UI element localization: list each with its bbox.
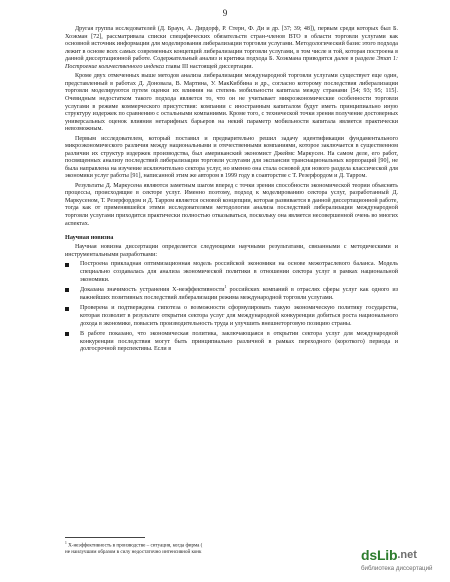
page-number: 9 (222, 8, 228, 18)
list-item-text (80, 284, 398, 301)
section-heading: Научная новизна (65, 234, 114, 242)
bullet-square-icon (65, 332, 69, 336)
paragraph-4: Результаты Д. Маркусена являются заметным шагом вперед с точки зрения способности экономической теории объяснять процессы, происходящие в секторе услуг. Именно поэтому, подход к моделированию сектора услуг, разработанный Д. Маркусеном, Т. Резерфордом и Д. Тарром является основой концепции, которая развивается в данной диссертационной работе, тогда как от применявшейся этими исследователями методологии анализа последствий либерализации международной торговли услугами приходится практически полностью отказываться, поскольку она является несовершенной очень во многих аспектах. (65, 182, 398, 227)
paragraph-1-italic: Этап 1: Построение количественного индекса (65, 56, 398, 70)
footnote-marker: 1 (65, 541, 67, 545)
watermark-logo (361, 546, 443, 564)
paragraph-3: Первым исследователем, который поставил и предварительно решил задачу идентификации фундаментального микроэкономического различия между национальными и отечественными компаниями, которое заключается в существенном различии их структур издержек производства, был американский экономист Джеймс Маркусен. На самом деле, его работ, посвященных анализу последствий либерализации торговли услугами для экспансии транснациональных корпораций [90], не была направлена на изучение исключительно сектора услуг, но именно она стала основой для нового раздела классической для экономики услуг работы [91], написанной этим же автором в 1999 году в соавторстве с Т. Резерфордом и Д. Тарром. (65, 135, 398, 180)
footnote-reference[interactable]: 1 (224, 284, 227, 290)
list-item-text-start: Доказана значимость устранения X-неэффективности (80, 287, 225, 294)
bullet-square-icon (65, 288, 69, 292)
paragraph-1 (65, 26, 398, 72)
bullet-square-icon (65, 307, 69, 311)
paragraph-1-tail: главы III настоящей диссертации. (165, 63, 254, 70)
section-intro: Научная новизна диссертации определяется следующими научными результатами, связанными с методическими и инструментальными разработками: (65, 244, 398, 258)
dslib-watermark[interactable] (361, 546, 443, 576)
watermark-brand: dsLib (361, 547, 398, 563)
list-item-text: В работе показано, что экономическая политика, заключающаяся в открытии сектора услуг для международной конкуренции последствия могут быть принципиально различной в рамках переходного (короткого) периода и долгосрочной перспективы. Если в (80, 331, 398, 353)
list-item-text: Построена прикладная оптимизационная модель российской экономики на основе межотраслевого баланса. Модель специально создавалась для анализа экономической политики в отношении сектора услуг в рамках национальной экономики. (80, 261, 398, 283)
document-body (65, 26, 398, 357)
footnote-text-1: X-неэффективность в производстве – ситуация, когда фирма ( (68, 542, 203, 549)
footnote (65, 540, 315, 556)
bullet-square-icon (65, 263, 69, 267)
list-item (65, 331, 398, 354)
list-item (65, 284, 398, 302)
paragraph-2: Кроме двух отмеченных выше методов анализа либерализации международной торговли услугами существует еще один, представленный в работах Д. Доновала, В. Мартина, У. МакКиббина и др., согласно которому последствия либерализации торговли моделируются путем оценки их влияния на степень мобильности капитала между странами [54; 93; 95; 115]. Очевидным недостатком такого подхода является то, что он не учитывает микроэкономические особенности торговли услугами в режиме коммерческого присутствия: компании с иностранным капиталом будут иметь принципиально иную структуру издержек по сравнению с остальными компаниями. Кроме того, с технической точки зрения получение достоверных универсальных оценок влияния нетарифных барьеров на некий параметр мобильности капитала является практически невозможным. (65, 73, 398, 133)
list-item (65, 261, 398, 284)
list-item-text: Проверена и подтверждена гипотеза о возможности сформулировать такую экономическую политику государства, которая позволит в результате открытия сектора услуг для международной конкуренции добиться роста национального дохода в экономике, повысить производительность труда и улучшить внешнеторговую позицию страны. (80, 305, 398, 327)
watermark-caption: библиотека диссертаций (361, 565, 433, 572)
novelty-list (65, 261, 398, 354)
footnote-divider (65, 537, 145, 538)
paragraph-1-text: Другая группа исследователей (Д. Браун, А. Дирдорф, Р. Стерн, Ф. Ди и др. [37; 39; 48]), первым среди которых был Б. Хоэкман [72], рассматривала списки специфических обязательств стран-членов ВТО в области торговли услугами как основной источник информации для моделирования либерализации торговли услугами. Методологический базис этого подхода лежит в основе всех самых современных концепций либерализации торговли услугами, в том числе и той, которая построена в данной диссертационной работе. Содержательный анализ и критика подхода Б. Хоэкмана приводятся далее в разделе (65, 26, 398, 63)
footnote-line-1 (65, 540, 315, 549)
list-item-text-end: российских компаний в отраслях сферы услуг как одного из важнейших позитивных последствий либерализации режима международной торговли услугами. (80, 287, 398, 301)
footnote-line-2: не наилучшим образом в силу недостаточно интенсивной конк (65, 549, 202, 556)
watermark-tld: .net (397, 549, 417, 561)
list-item (65, 305, 398, 328)
